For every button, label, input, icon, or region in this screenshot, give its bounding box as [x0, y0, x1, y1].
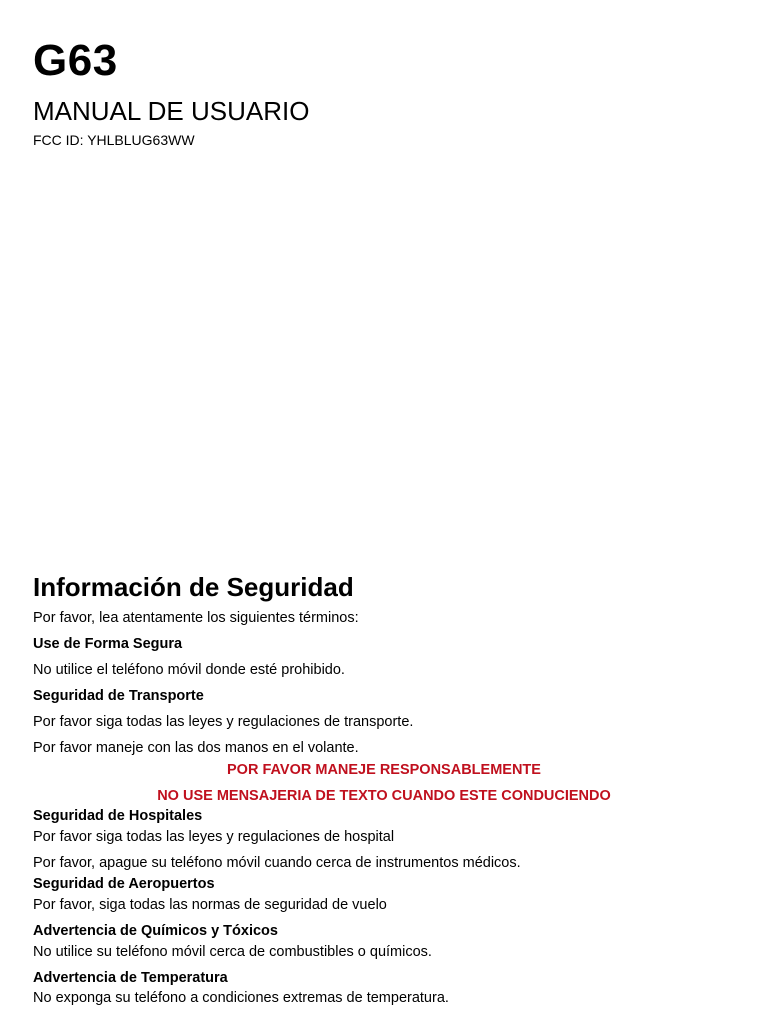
temperature-heading: Advertencia de Temperatura: [33, 970, 228, 986]
model-name: G63: [33, 36, 118, 85]
airports-heading: Seguridad de Aeropuertos: [33, 876, 215, 892]
hospitals-text-1: Por favor siga todas las leyes y regulaciones de hospital: [33, 829, 395, 845]
safe-use-heading: Use de Forma Segura: [33, 636, 183, 652]
transport-heading: Seguridad de Transporte: [33, 688, 204, 704]
fcc-id: FCC ID: YHLBLUG63WW: [33, 132, 195, 148]
manual-title: MANUAL DE USUARIO: [33, 96, 310, 126]
drive-responsibly-warning: POR FAVOR MANEJE RESPONSABLEMENTE: [227, 762, 541, 778]
transport-text-1: Por favor siga todas las leyes y regulaciones de transporte.: [33, 714, 414, 730]
hospitals-heading: Seguridad de Hospitales: [33, 808, 203, 824]
safety-section-title: Información de Seguridad: [33, 572, 354, 602]
airports-text: Por favor, siga todas las normas de seguridad de vuelo: [33, 897, 387, 913]
temperature-text: No exponga su teléfono a condiciones extremas de temperatura.: [33, 990, 449, 1006]
safe-use-text: No utilice el teléfono móvil donde esté prohibido.: [33, 662, 345, 678]
hospitals-text-2: Por favor, apague su teléfono móvil cuando cerca de instrumentos médicos.: [33, 855, 521, 871]
transport-text-2: Por favor maneje con las dos manos en el volante.: [33, 740, 359, 756]
safety-intro: Por favor, lea atentamente los siguientes términos:: [33, 610, 359, 626]
chemicals-heading: Advertencia de Químicos y Tóxicos: [33, 923, 278, 939]
chemicals-text: No utilice su teléfono móvil cerca de combustibles o químicos.: [33, 944, 432, 960]
no-texting-warning: NO USE MENSAJERIA DE TEXTO CUANDO ESTE CONDUCIENDO: [157, 788, 611, 804]
